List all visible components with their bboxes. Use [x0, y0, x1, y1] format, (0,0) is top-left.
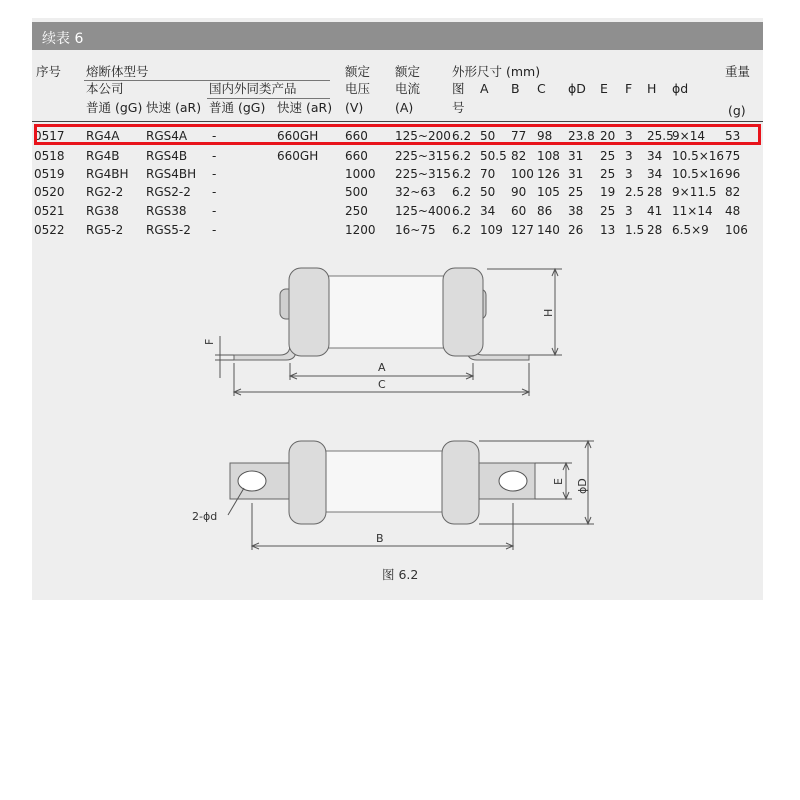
- cell-phid: 9×11.5: [672, 185, 717, 199]
- cell-phid: 11×14: [672, 204, 713, 218]
- cell-current: 32~63: [395, 185, 436, 199]
- header-fast-ar-ours: 快速 (aR): [146, 100, 202, 115]
- label-2-phi-d: 2-ϕd: [192, 510, 218, 523]
- cell-fig: 6.2: [452, 185, 472, 199]
- cell-e: 13: [600, 223, 616, 237]
- cell-b: 100: [511, 167, 534, 181]
- cell-weight: 48: [725, 204, 741, 218]
- header-dim-b: B: [511, 81, 520, 96]
- cell-a: 70: [480, 167, 496, 181]
- cell-seq: 0522: [34, 223, 65, 237]
- right-mounting-hole: [499, 471, 527, 491]
- cell-our_gg: RG4BH: [86, 167, 129, 181]
- cell-a: 50.5: [480, 149, 507, 163]
- cell-dom_ar: 660GH: [277, 129, 319, 143]
- label-h: H: [542, 308, 555, 317]
- cell-b: 60: [511, 204, 527, 218]
- cell-phid: 6.5×9: [672, 223, 709, 237]
- right-end-cap-top: [443, 268, 483, 356]
- header-voltage-unit: (V): [345, 100, 364, 115]
- cell-f: 1.5: [625, 223, 645, 237]
- cell-current: 125~400: [395, 204, 451, 218]
- cell-a: 50: [480, 129, 496, 143]
- header-dim-phid-lower: ϕd: [672, 81, 689, 96]
- header-dim-a: A: [480, 81, 489, 96]
- header-current-1: 额定: [395, 64, 421, 79]
- cell-phid: 31: [568, 149, 584, 163]
- left-end-cap-bottom: [289, 441, 326, 524]
- label-phi-d: ϕD: [576, 478, 589, 494]
- header-weight-unit: (g): [728, 103, 746, 118]
- cell-phid: 9×14: [672, 129, 705, 143]
- header-dim-f: F: [625, 81, 633, 96]
- cell-f: 3: [625, 129, 633, 143]
- left-end-cap-top: [289, 268, 329, 356]
- highlighted-row-frame: [34, 124, 761, 145]
- cell-voltage: 1000: [345, 167, 376, 181]
- cell-phid: 10.5×16: [672, 167, 725, 181]
- cell-c: 98: [537, 129, 553, 143]
- cell-current: 16~75: [395, 223, 436, 237]
- cell-our_ar: RGS38: [146, 204, 187, 218]
- cell-phid: 23.8: [568, 129, 595, 143]
- cell-fig: 6.2: [452, 167, 472, 181]
- fuse-drawing: [32, 18, 763, 600]
- cell-b: 82: [511, 149, 527, 163]
- cell-e: 19: [600, 185, 616, 199]
- cell-weight: 82: [725, 185, 741, 199]
- figure-caption: 图 6.2: [382, 567, 419, 582]
- cell-h: 41: [647, 204, 663, 218]
- header-current-2: 电流: [395, 81, 421, 96]
- cell-phid: 38: [568, 204, 584, 218]
- label-e: E: [552, 478, 565, 485]
- cell-b: 127: [511, 223, 534, 237]
- cell-weight: 106: [725, 223, 748, 237]
- cell-h: 28: [647, 185, 663, 199]
- cell-e: 25: [600, 149, 616, 163]
- cell-seq: 0518: [34, 149, 65, 163]
- cell-voltage: 500: [345, 185, 368, 199]
- cell-b: 90: [511, 185, 527, 199]
- cell-our_gg: RG4B: [86, 149, 120, 163]
- cell-our_ar: RGS4BH: [146, 167, 197, 181]
- header-voltage-2: 电压: [345, 81, 371, 96]
- cell-voltage: 660: [345, 129, 368, 143]
- cell-a: 109: [480, 223, 503, 237]
- cell-fig: 6.2: [452, 223, 472, 237]
- cell-our_gg: RG5-2: [86, 223, 124, 237]
- cell-our_ar: RGS4A: [146, 129, 188, 143]
- cell-weight: 75: [725, 149, 741, 163]
- cell-dom_gg: -: [212, 204, 217, 218]
- cell-f: 3: [625, 149, 633, 163]
- label-a: A: [378, 361, 386, 374]
- header-our-company: 本公司: [86, 81, 124, 96]
- header-weight: 重量: [725, 64, 751, 79]
- cell-voltage: 660: [345, 149, 368, 163]
- cell-dom_gg: -: [212, 129, 217, 143]
- cell-h: 34: [647, 167, 663, 181]
- header-normal-gg-ours: 普通 (gG): [86, 100, 143, 115]
- header-voltage-1: 额定: [345, 64, 371, 79]
- cell-voltage: 1200: [345, 223, 376, 237]
- cell-c: 86: [537, 204, 553, 218]
- cell-e: 25: [600, 167, 616, 181]
- catalog-sheet: [32, 18, 763, 600]
- cell-weight: 96: [725, 167, 741, 181]
- header-domestic-foreign: 国内外同类产品: [209, 81, 297, 96]
- cell-current: 225~315: [395, 149, 451, 163]
- cell-phid: 10.5×16: [672, 149, 725, 163]
- cell-e: 20: [600, 129, 616, 143]
- cell-current: 225~315: [395, 167, 451, 181]
- cell-c: 108: [537, 149, 560, 163]
- label-f: F: [203, 338, 216, 345]
- header-fuse-model: 熔断体型号: [86, 64, 149, 79]
- section-title: 续表 6: [42, 31, 84, 47]
- cell-f: 3: [625, 204, 633, 218]
- cell-seq: 0521: [34, 204, 65, 218]
- fuse-body-top: [308, 276, 465, 348]
- cell-f: 3: [625, 167, 633, 181]
- cell-our_ar: RGS5-2: [146, 223, 191, 237]
- header-seq: 序号: [36, 64, 62, 79]
- cell-seq: 0517: [34, 129, 65, 143]
- cell-e: 25: [600, 204, 616, 218]
- header-dim-phid-upper: ϕD: [568, 81, 586, 96]
- cell-our_ar: RGS2-2: [146, 185, 191, 199]
- cell-dom_ar: 660GH: [277, 149, 319, 163]
- cell-c: 126: [537, 167, 560, 181]
- cell-fig: 6.2: [452, 129, 472, 143]
- cell-h: 28: [647, 223, 663, 237]
- cell-a: 50: [480, 185, 496, 199]
- header-figure-1: 图: [452, 81, 465, 96]
- cell-h: 34: [647, 149, 663, 163]
- cell-seq: 0519: [34, 167, 65, 181]
- cell-dom_gg: -: [212, 167, 217, 181]
- header-current-unit: (A): [395, 100, 414, 115]
- header-normal-gg-other: 普通 (gG): [209, 100, 266, 115]
- cell-f: 2.5: [625, 185, 645, 199]
- cell-our_gg: RG2-2: [86, 185, 124, 199]
- cell-phid: 31: [568, 167, 584, 181]
- cell-seq: 0520: [34, 185, 65, 199]
- cell-phid: 25: [568, 185, 584, 199]
- cell-dom_gg: -: [212, 223, 217, 237]
- header-figure-2: 号: [452, 100, 465, 115]
- left-mounting-hole: [238, 471, 266, 491]
- cell-current: 125~200: [395, 129, 451, 143]
- cell-fig: 6.2: [452, 204, 472, 218]
- cell-c: 140: [537, 223, 560, 237]
- cell-fig: 6.2: [452, 149, 472, 163]
- cell-dom_gg: -: [212, 149, 217, 163]
- header-dim-c: C: [537, 81, 546, 96]
- header-dim-h: H: [647, 81, 657, 96]
- header-fast-ar-other: 快速 (aR): [277, 100, 333, 115]
- label-b: B: [376, 532, 384, 545]
- right-end-cap-bottom: [442, 441, 479, 524]
- cell-a: 34: [480, 204, 496, 218]
- cell-b: 77: [511, 129, 527, 143]
- cell-weight: 53: [725, 129, 741, 143]
- header-dimensions: 外形尺寸 (mm): [452, 64, 541, 79]
- label-c: C: [378, 378, 386, 391]
- cell-voltage: 250: [345, 204, 368, 218]
- fuse-body-bottom: [304, 451, 462, 512]
- cell-our_gg: RG38: [86, 204, 119, 218]
- cell-our_ar: RGS4B: [146, 149, 188, 163]
- cell-phid: 26: [568, 223, 584, 237]
- cell-our_gg: RG4A: [86, 129, 120, 143]
- cell-dom_gg: -: [212, 185, 217, 199]
- cell-c: 105: [537, 185, 560, 199]
- cell-h: 25.5: [647, 129, 674, 143]
- header-dim-e: E: [600, 81, 608, 96]
